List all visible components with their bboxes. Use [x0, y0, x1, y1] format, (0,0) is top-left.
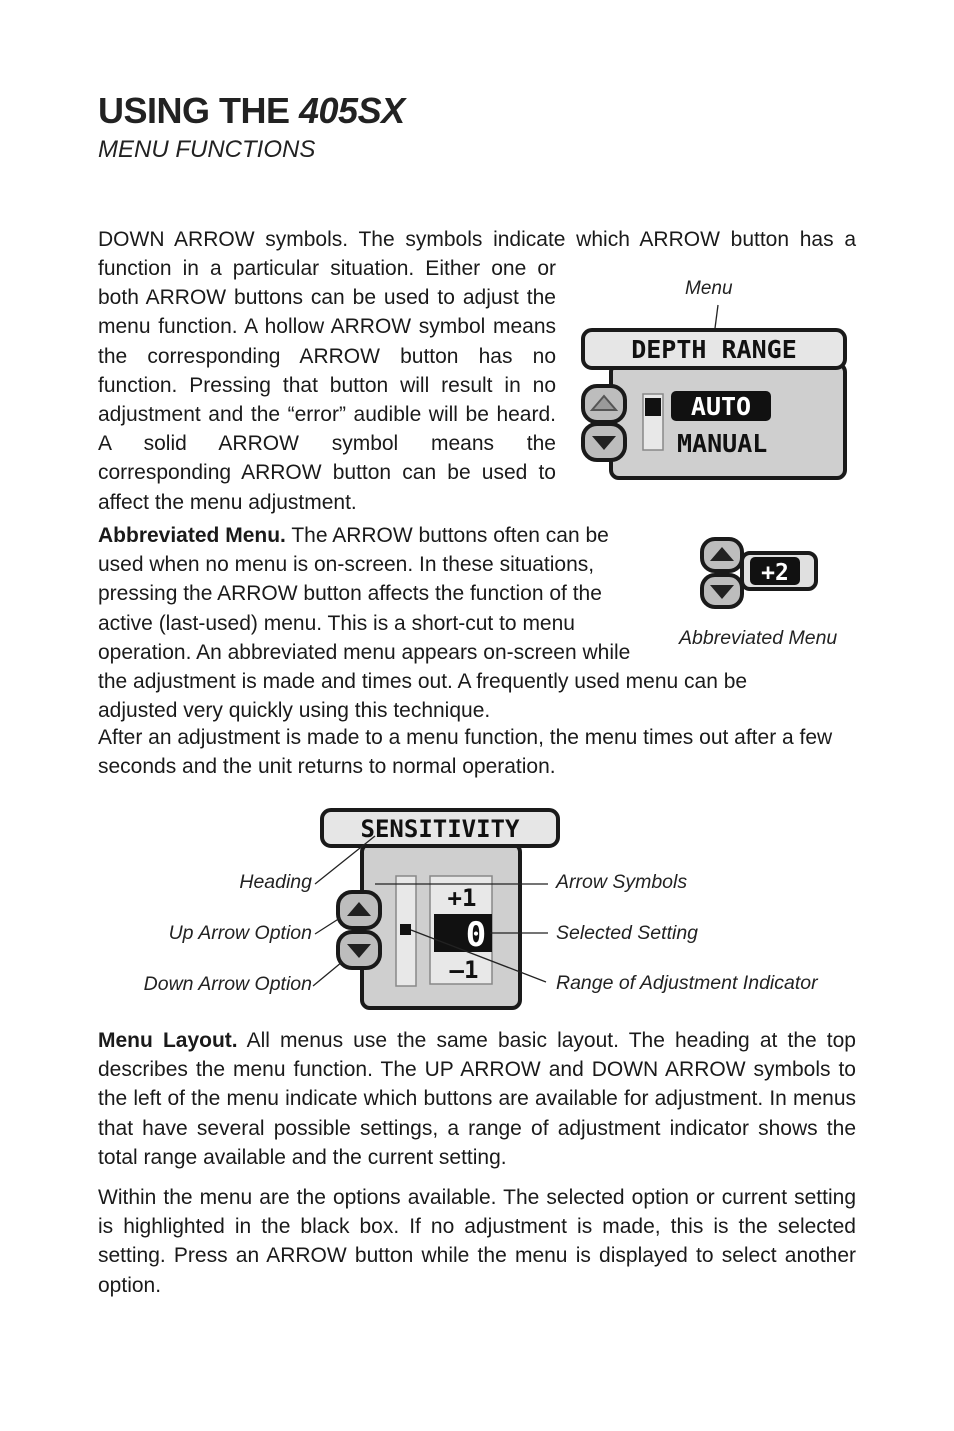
after-adjustment-paragraph: After an adjustment is made to a menu function, the menu times out after a few seconds and the unit returns to normal operation. — [98, 726, 833, 779]
menu-layout-paragraph: Menu Layout. All menus use the same basic layout. The heading at the top describes the menu function. The UP ARROW and DOWN ARROW symbols to the left of the menu indicate which buttons are available for adjustment. In menus that have several possible settings, a range of adjustment indicator shows the total range available and the current setting. — [98, 1029, 856, 1169]
depth-range-menu-figure — [575, 300, 850, 490]
option-auto: AUTO — [690, 392, 752, 421]
title-model: 405SX — [299, 90, 405, 131]
abbreviated-menu-heading: Abbreviated Menu. — [98, 524, 286, 547]
menu-figure-caption: Menu — [685, 278, 733, 299]
label-up-arrow-option: Up Arrow Option — [168, 922, 312, 944]
intro-wrapped-paragraph: function in a particular situation. Either one or both ARROW buttons can be used to adjust the menu function. A hollow ARROW symbol means the corresponding ARROW button has no function. Pressing that button will result in no adjustment and the “error” audible will be heard. A solid ARROW symbol means the corresponding ARROW button can be used to affect the menu adjustment. — [98, 257, 556, 514]
label-heading: Heading — [239, 871, 312, 893]
sensitivity-menu-figure — [300, 800, 570, 1015]
label-selected-setting: Selected Setting — [556, 922, 699, 944]
sensitivity-heading-text: SENSITIVITY — [360, 815, 520, 843]
abbreviated-menu-figure — [698, 535, 823, 615]
menu-layout-heading: Menu Layout. — [98, 1029, 238, 1052]
value-minus-one: –1 — [449, 956, 479, 984]
intro-first-line: DOWN ARROW symbols. The symbols indicate which ARROW button has a — [98, 228, 856, 251]
menu-heading-text: DEPTH RANGE — [631, 335, 797, 364]
value-plus-one: +1 — [447, 884, 477, 912]
option-manual: MANUAL — [677, 429, 768, 458]
within-menu-paragraph: Within the menu are the options available. The selected option or current setting is highlighted in the black box. If no adjustment is made, this is the selected setting. Press an ARROW button while the menu is displayed to select another option. — [98, 1186, 856, 1297]
abbreviated-menu-caption: Abbreviated Menu — [679, 627, 838, 649]
page-subtitle: MENU FUNCTIONS — [98, 136, 316, 163]
page-title — [98, 90, 405, 132]
value-zero: 0 — [465, 915, 487, 955]
label-down-arrow-option: Down Arrow Option — [143, 973, 312, 995]
title-prefix: USING THE — [98, 90, 300, 131]
abbreviated-value: +2 — [761, 560, 789, 586]
abbreviated-menu-paragraph: Abbreviated Menu. The ARROW buttons often can be used when no menu is on-screen. In these situations, pressing the ARROW button affects the function of the active (last-used) menu. This is a short-cut to menu operation. An abbreviated menu appears on-screen while the adjustment is made and times out. A frequently used menu can be adjusted very quickly using this technique. — [98, 524, 748, 723]
label-range-of-adjustment: Range of Adjustment Indicator — [556, 972, 818, 994]
label-arrow-symbols: Arrow Symbols — [556, 871, 688, 893]
